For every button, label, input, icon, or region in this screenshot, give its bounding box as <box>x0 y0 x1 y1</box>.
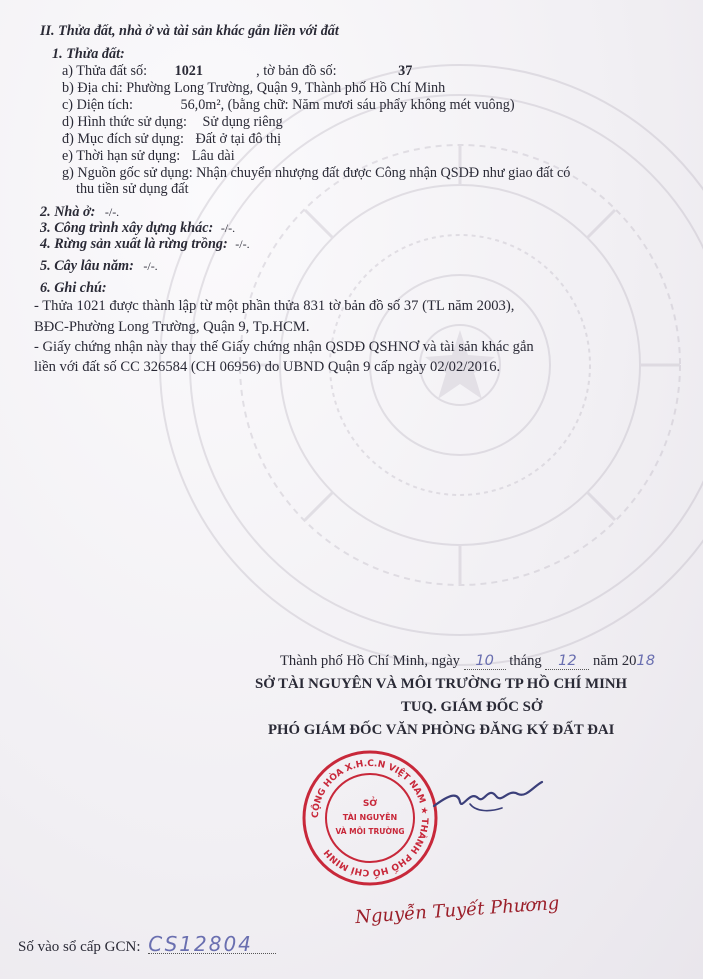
issue-date-line <box>280 652 655 670</box>
usage-form-row <box>62 114 283 131</box>
map-sheet-value: 37 <box>398 63 413 79</box>
section-1-heading: 1. Thửa đất: <box>52 46 125 62</box>
issue-date-prefix: Thành phố Hồ Chí Minh, ngày <box>280 653 460 669</box>
issue-date-year-label: năm 20 <box>593 653 637 669</box>
parcel-number-row <box>62 63 412 80</box>
house-row <box>40 204 119 221</box>
register-number-row <box>18 932 276 956</box>
usage-purpose-row <box>62 131 281 148</box>
official-seal-stamp <box>300 748 440 888</box>
forest-label: 4. Rừng sản xuất là rừng trồng: <box>40 236 228 252</box>
seal-center-line-2: TÀI NGUYÊN <box>342 813 398 822</box>
deputy-director-title: PHÓ GIÁM ĐỐC VĂN PHÒNG ĐĂNG KÝ ĐẤT ĐAI <box>268 722 615 738</box>
origin-line-2: thu tiền sử dụng đất <box>76 181 189 197</box>
house-value: -/-. <box>104 205 120 219</box>
area-value: 56,0m², (bằng chữ: Năm mươi sáu phẩy không mét vuông) <box>180 97 515 113</box>
perennial-value: -/-. <box>143 259 158 273</box>
signer-name: Nguyễn Tuyết Phương <box>354 892 560 929</box>
other-construction-value: -/-. <box>220 221 236 235</box>
issuing-organization: SỞ TÀI NGUYÊN VÀ MÔI TRƯỜNG TP HỒ CHÍ MINH <box>255 676 628 692</box>
other-construction-row <box>40 220 235 237</box>
house-label: 2. Nhà ở: <box>40 204 96 220</box>
note-2-line-2: liền với đất số CC 326584 (CH 06956) do UBND Quận 9 cấp ngày 02/02/2016. <box>34 359 501 375</box>
forest-value: -/-. <box>235 237 250 251</box>
issue-date-day: 10 <box>464 652 506 670</box>
origin-line-1: g) Nguồn gốc sử dụng: Nhận chuyển nhượng đất được Công nhận QSDĐ như giao đất có <box>62 165 571 181</box>
section-title: II. Thửa đất, nhà ở và tài sản khác gắn liền với đất <box>40 23 339 39</box>
notes-heading: 6. Ghi chú: <box>40 280 107 296</box>
other-construction-label: 3. Công trình xây dựng khác: <box>40 220 214 236</box>
usage-form-value: Sử dụng riêng <box>202 114 283 130</box>
seal-center-line-1: SỞ <box>362 799 378 809</box>
address-row: b) Địa chỉ: Phường Long Trường, Quận 9, Thành phố Hồ Chí Minh <box>62 80 446 96</box>
seal-ring-text: CỘNG HÒA X.H.C.N VIỆT NAM ★ THÀNH PHỐ HỒ CHÍ MINH <box>310 758 430 878</box>
authorization-line: TUQ. GIÁM ĐỐC SỞ <box>401 699 543 715</box>
parcel-number-value: 1021 <box>174 63 203 79</box>
area-label: c) Diện tích: <box>62 97 133 113</box>
issue-date-month: 12 <box>545 652 589 670</box>
register-number-value: CS12804 <box>148 936 276 954</box>
usage-term-row <box>62 148 235 165</box>
seal-center-line-3: VÀ MÔI TRƯỜNG <box>335 827 405 836</box>
usage-purpose-value: Đất ở tại đô thị <box>195 131 282 147</box>
register-number-label: Số vào sổ cấp GCN: <box>18 939 141 955</box>
usage-purpose-label: đ) Mục đích sử dụng: <box>62 131 184 147</box>
note-1-line-2: BĐC-Phường Long Trường, Quận 9, Tp.HCM. <box>34 319 310 335</box>
area-row <box>62 97 515 114</box>
usage-term-value: Lâu dài <box>191 148 235 164</box>
perennial-row <box>40 258 158 275</box>
issue-date-month-label: tháng <box>509 653 542 669</box>
note-2-line-1: - Giấy chứng nhận này thay thế Giấy chứng nhận QSDĐ QSHNƠ và tài sản khác gắn <box>34 339 534 355</box>
handwritten-signature <box>430 772 545 822</box>
parcel-number-label: a) Thửa đất số: <box>62 63 148 79</box>
map-sheet-label: , tờ bản đồ số: <box>256 63 337 79</box>
perennial-label: 5. Cây lâu năm: <box>40 258 134 274</box>
usage-form-label: d) Hình thức sử dụng: <box>62 114 187 130</box>
usage-term-label: e) Thời hạn sử dụng: <box>62 148 181 164</box>
forest-row <box>40 236 250 253</box>
issue-date-year: 18 <box>636 652 655 669</box>
note-1-line-1: - Thửa 1021 được thành lập từ một phần thửa 831 tờ bản đồ số 37 (TL năm 2003), <box>34 298 515 314</box>
